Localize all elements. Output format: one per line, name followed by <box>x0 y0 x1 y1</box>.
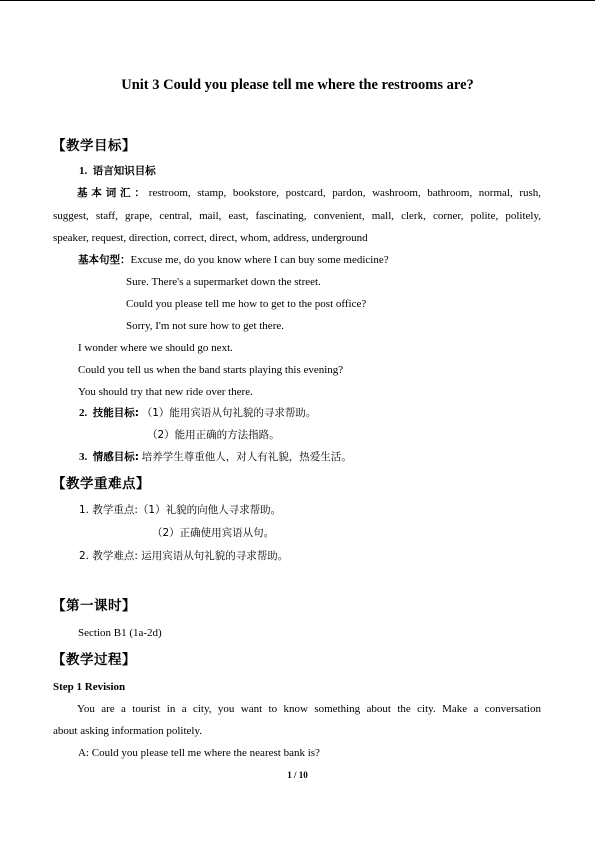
item-number: 3. <box>79 451 88 463</box>
item-number: 1. <box>79 165 88 177</box>
item-number: 2. <box>79 407 88 419</box>
section-heading-lesson1: 【第一课时】 <box>52 598 136 614</box>
vocab-line-3: speaker, request, direction, correct, direct, whom, address, underground <box>53 232 368 244</box>
vocab-text-1: restroom, stamp, bookstore, postcard, pardon, washroom, bathroom, normal, rush, <box>148 187 542 199</box>
key-difficulty-line <box>79 549 288 563</box>
emotion-goal: 培养学生尊重他人，对人有礼貌，热爱生活。 <box>141 451 352 463</box>
item-label: 情感目标: <box>92 451 139 463</box>
sentence-line-6: Could you tell us when the band starts playing this evening? <box>78 364 344 376</box>
focus-label: 1. 教学重点: <box>79 504 138 516</box>
sentence-text: Excuse me, do you know where I can buy some medicine? <box>130 254 389 266</box>
key-focus-line-2: （2）正确使用宾语从句。 <box>152 527 275 539</box>
objective-item-2 <box>79 406 316 420</box>
header-rule <box>0 0 595 1</box>
vocab-line-1 <box>53 186 541 200</box>
objective-item-1 <box>79 164 156 178</box>
step-title: Step 1 Revision <box>53 681 126 693</box>
section-heading-key-points: 【教学重难点】 <box>52 476 150 492</box>
paragraph-line-1 <box>53 702 541 716</box>
item-label: 语言知识目标 <box>92 165 156 177</box>
dialog-line-1: A: Could you please tell me where the nearest bank is? <box>78 747 320 759</box>
skill-goal-1: （1）能用宾语从句礼貌的寻求帮助。 <box>141 407 317 419</box>
section-heading-process: 【教学过程】 <box>52 652 136 668</box>
key-focus-line-1 <box>79 503 281 517</box>
sentence-line-7: You should try that new ride over there. <box>78 386 253 398</box>
paragraph-line-2: about asking information politely. <box>53 725 202 737</box>
page-title: Unit 3 Could you please tell me where the restrooms are? <box>121 77 474 93</box>
sentence-line-3: Could you please tell me how to get to the post office? <box>126 298 367 310</box>
sentence-line-2: Sure. There's a supermarket down the street. <box>126 276 321 288</box>
vocab-line-2: suggest, staff, grape, central, mail, east, fascinating, convenient, mall, clerk, corner, polite, politely, <box>53 210 541 222</box>
lesson-section: Section B1 (1a-2d) <box>78 627 162 639</box>
focus-text-1: （1）礼貌的向他人寻求帮助。 <box>137 504 282 516</box>
sentence-line-4: Sorry, I'm not sure how to get there. <box>126 320 284 332</box>
objective-item-3 <box>79 450 352 464</box>
difficulty-text: 运用宾语从句礼貌的寻求帮助。 <box>141 550 289 562</box>
page-number: 1 / 10 <box>287 770 308 780</box>
paragraph-text-1: You are a tourist in a city, you want to know something about the city. Make a conversation <box>77 703 541 715</box>
sentence-line-1 <box>78 253 389 267</box>
vocab-label: 基本词汇： <box>77 187 149 199</box>
section-heading-objectives: 【教学目标】 <box>52 138 136 154</box>
sentences-label: 基本句型： <box>78 254 131 266</box>
skill-goal-2: （2）能用正确的方法指路。 <box>147 429 280 441</box>
sentence-line-5: I wonder where we should go next. <box>78 342 233 354</box>
item-label: 技能目标: <box>92 407 139 419</box>
difficulty-label: 2. 教学难点: <box>79 550 138 562</box>
